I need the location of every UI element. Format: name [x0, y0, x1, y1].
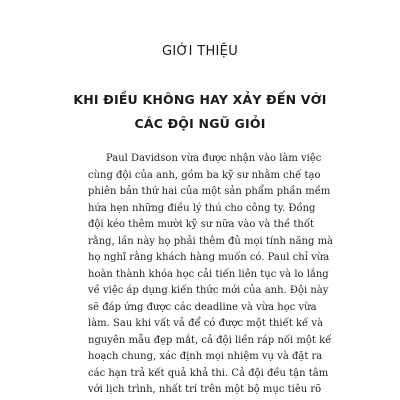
body-line: đội kéo thêm mười kỹ sư nữa vào và thề thốt: [88, 219, 314, 230]
body-line: các hạn trả kết quả khả thi. Cả đội đều tận tâm: [88, 367, 329, 379]
body-line: rằng, lần này họ phải thêm đủ mọi tính năng mà: [88, 235, 334, 247]
body-line: sẽ đáp ứng được các deadline và vừa học vừa: [88, 301, 317, 313]
body-line: hoàn thành khóa học cải tiến liên tục và lo lắng: [88, 268, 329, 280]
body-line: phiên bản thứ hai của một sản phẩm phần mềm: [88, 186, 331, 197]
body-line: về việc áp dụng kiến thức mới của anh. Đội này: [88, 285, 329, 296]
chapter-title-line-2: CÁC ĐỘI NGŨ GIỎI: [134, 116, 266, 131]
body-line: cùng đội của anh, gồm ba kỹ sư nhằm chế tạo: [88, 169, 321, 181]
body-paragraph: [88, 151, 334, 399]
body-line: với lịch trình, nhất trí trên một bộ mục tiêu rõ: [88, 384, 322, 395]
chapter-title: [20, 88, 380, 136]
body-line: hứa hẹn những điều lý thú cho công ty. Đồng: [88, 202, 316, 214]
body-line: hoạch chung, xác định mọi nhiệm vụ và đặt ra: [88, 351, 323, 362]
chapter-title-line-1: KHI ĐIỀU KHÔNG HAY XẢY ĐẾN VỚI: [73, 92, 327, 107]
body-line: Paul Davidson vừa được nhận vào làm việc: [106, 153, 322, 164]
body-line: làm. Sau khi vất vả để có được một thiết kế và: [88, 318, 323, 329]
chapter-label: GIỚI THIỆU: [161, 44, 239, 59]
body-line: nguyên mẫu đẹp mắt, cả đội liền ráp nối một kế: [88, 334, 332, 346]
body-line: họ nghĩ rằng khách hàng muốn có. Paul chỉ vừa: [88, 252, 330, 263]
